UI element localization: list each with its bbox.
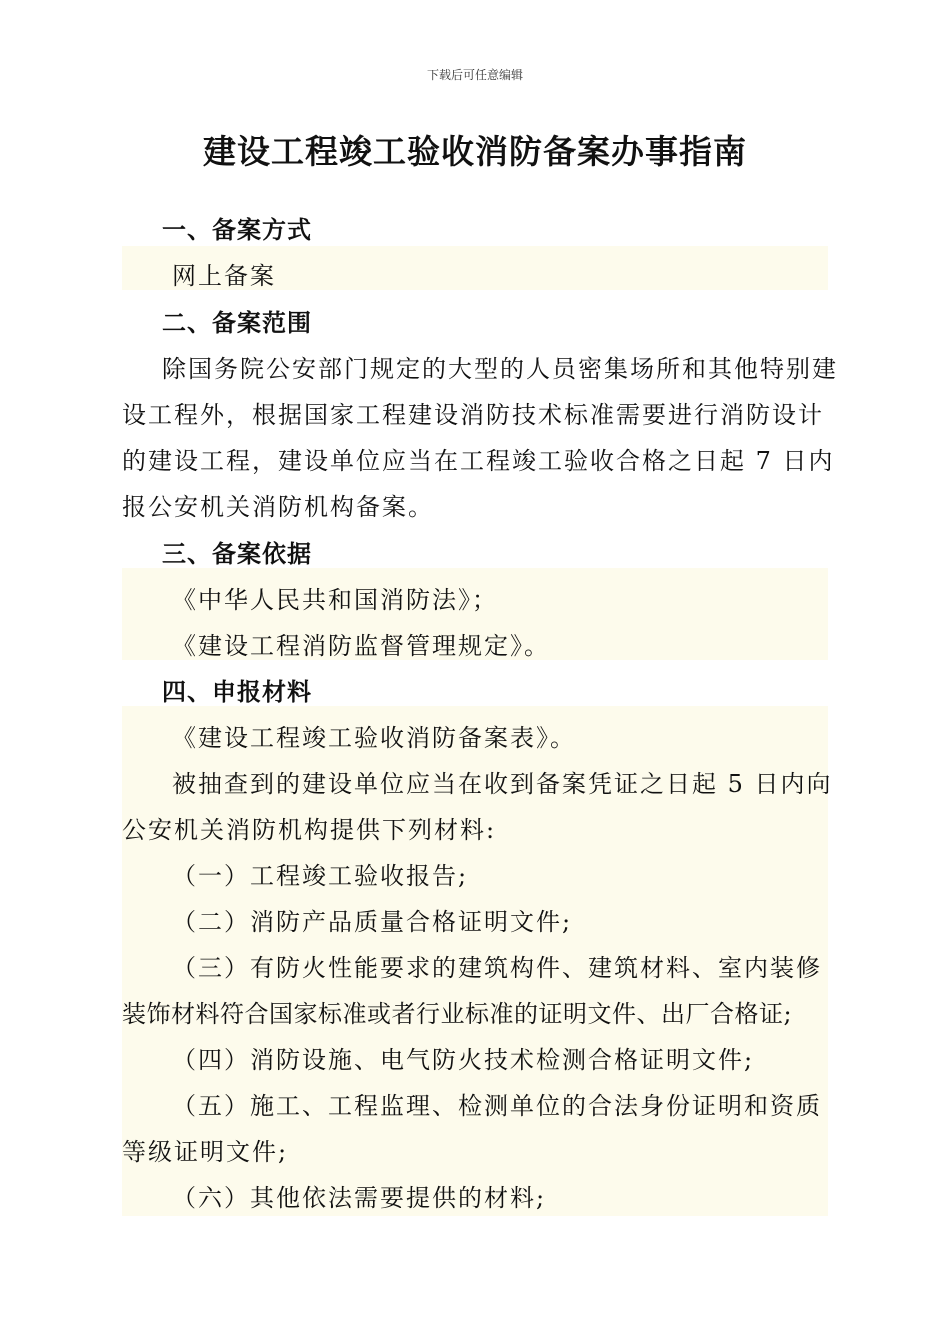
paragraph-line: 设工程外，根据国家工程建设消防技术标准需要进行消防设计 — [122, 401, 824, 429]
list-item: （四）消防设施、电气防火技术检测合格证明文件; — [172, 1046, 755, 1074]
paragraph-line: 报公安机关消防机构备案。 — [122, 493, 434, 521]
section-heading: 一、备案方式 — [162, 216, 312, 244]
paragraph-line: 《中华人民共和国消防法》； — [172, 586, 498, 614]
paragraph-line: 被抽查到的建设单位应当在收到备案凭证之日起 5 日内向 — [172, 770, 833, 798]
paragraph-line: 除国务院公安部门规定的大型的人员密集场所和其他特别建 — [162, 355, 838, 383]
section-heading: 四、申报材料 — [162, 678, 312, 706]
paragraph-line: 网上备案 — [172, 262, 276, 290]
list-item: （六）其他依法需要提供的材料; — [172, 1184, 547, 1212]
paragraph-line: 等级证明文件; — [122, 1138, 289, 1166]
paragraph-line: 的建设工程，建设单位应当在工程竣工验收合格之日起 7 日内 — [122, 447, 835, 475]
paragraph-line: 公安机关消防机构提供下列材料: — [122, 816, 497, 844]
list-item: （一）工程竣工验收报告; — [172, 862, 469, 890]
list-item: （二）消防产品质量合格证明文件; — [172, 908, 573, 936]
list-item: （五）施工、工程监理、检测单位的合法身份证明和资质 — [172, 1092, 822, 1120]
header-note: 下载后可任意编辑 — [426, 68, 523, 82]
paragraph-line: 《建设工程消防监督管理规定》。 — [172, 632, 550, 660]
list-item: （三）有防火性能要求的建筑构件、建筑材料、室内装修 — [172, 954, 822, 982]
page-title: 建设工程竣工验收消防备案办事指南 — [203, 132, 747, 171]
paragraph-line: 《建设工程竣工验收消防备案表》。 — [172, 724, 576, 752]
section-heading: 三、备案依据 — [162, 540, 312, 568]
paragraph-line: 装饰材料符合国家标准或者行业标准的证明文件、出厂合格证; — [122, 1000, 793, 1028]
section-heading: 二、备案范围 — [162, 309, 312, 337]
